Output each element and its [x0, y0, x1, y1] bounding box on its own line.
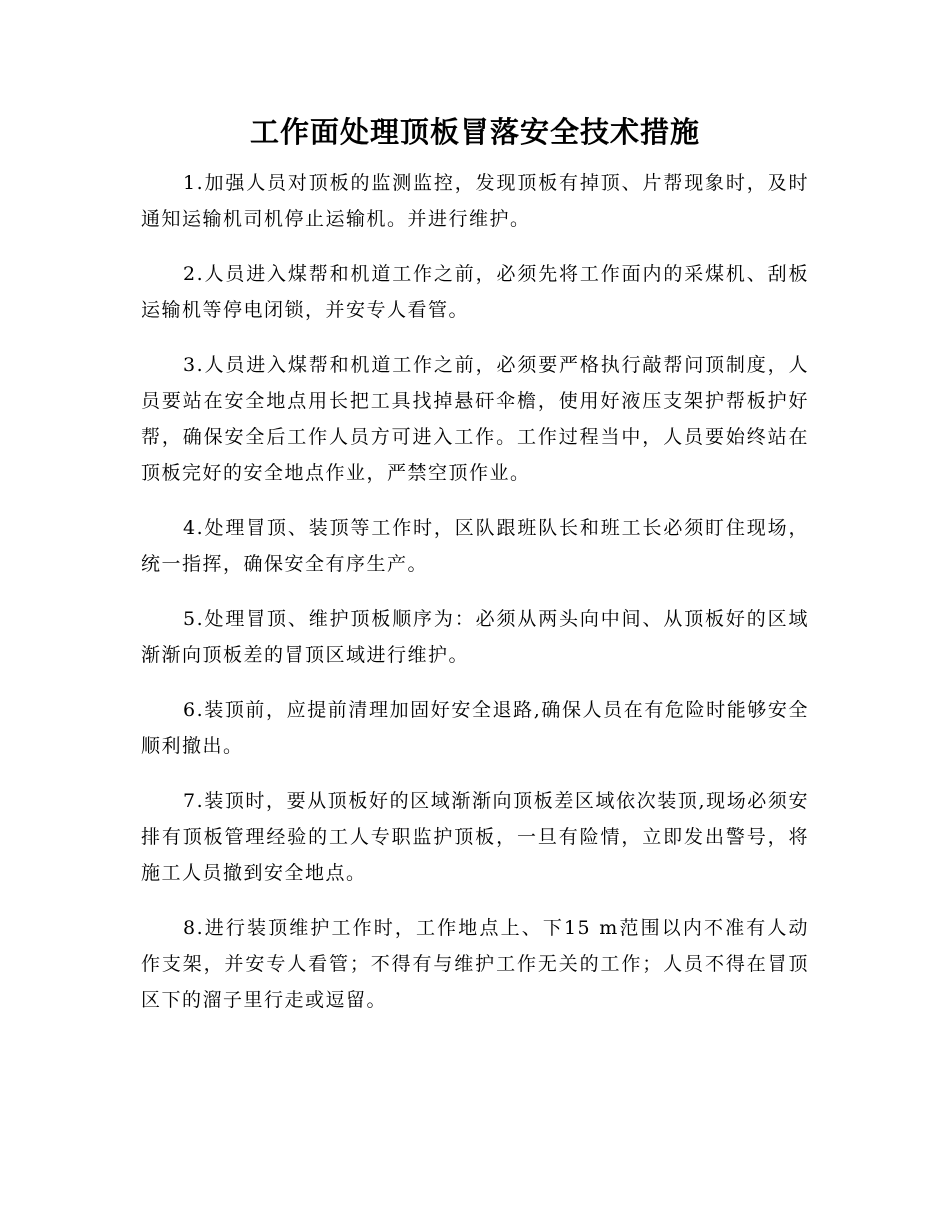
paragraph-7: 7.装顶时，要从顶板好的区域渐渐向顶板差区域依次装顶,现场必须安排有顶板管理经验的工人专职监护顶板，一旦有险情，立即发出警号，将施工人员撤到安全地点。 — [141, 790, 809, 884]
paragraph-2: 2.人员进入煤帮和机道工作之前，必须先将工作面内的采煤机、刮板运输机等停电闭锁，并安专人看管。 — [141, 263, 809, 321]
paragraph-5: 5.处理冒顶、维护顶板顺序为：必须从两头向中间、从顶板好的区域渐渐向顶板差的冒顶区域进行维护。 — [141, 608, 809, 666]
paragraph-8: 8.进行装顶维护工作时，工作地点上、下15 m范围以内不准有人动作支架，并安专人看管；不得有与维护工作无关的工作；人员不得在冒顶区下的溜子里行走或逗留。 — [141, 917, 809, 1011]
paragraph-3: 3.人员进入煤帮和机道工作之前，必须要严格执行敲帮问顶制度，人员要站在安全地点用长把工具找掉悬矸伞檐，使用好液压支架护帮板护好帮，确保安全后工作人员方可进入工作。工作过程当中，人员要始终站在顶板完好的安全地点作业，严禁空顶作业。 — [141, 354, 809, 484]
paragraph-1: 1.加强人员对顶板的监测监控，发现顶板有掉顶、片帮现象时，及时通知运输机司机停止运输机。并进行维护。 — [141, 172, 809, 230]
document-body — [141, 165, 809, 1037]
document-title: 工作面处理顶板冒落安全技术措施 — [249, 115, 700, 149]
paragraph-4: 4.处理冒顶、装顶等工作时，区队跟班队长和班工长必须盯住现场，统一指挥，确保安全有序生产。 — [141, 517, 809, 575]
paragraph-6: 6.装顶前，应提前清理加固好安全退路,确保人员在有危险时能够安全顺利撤出。 — [141, 699, 809, 757]
